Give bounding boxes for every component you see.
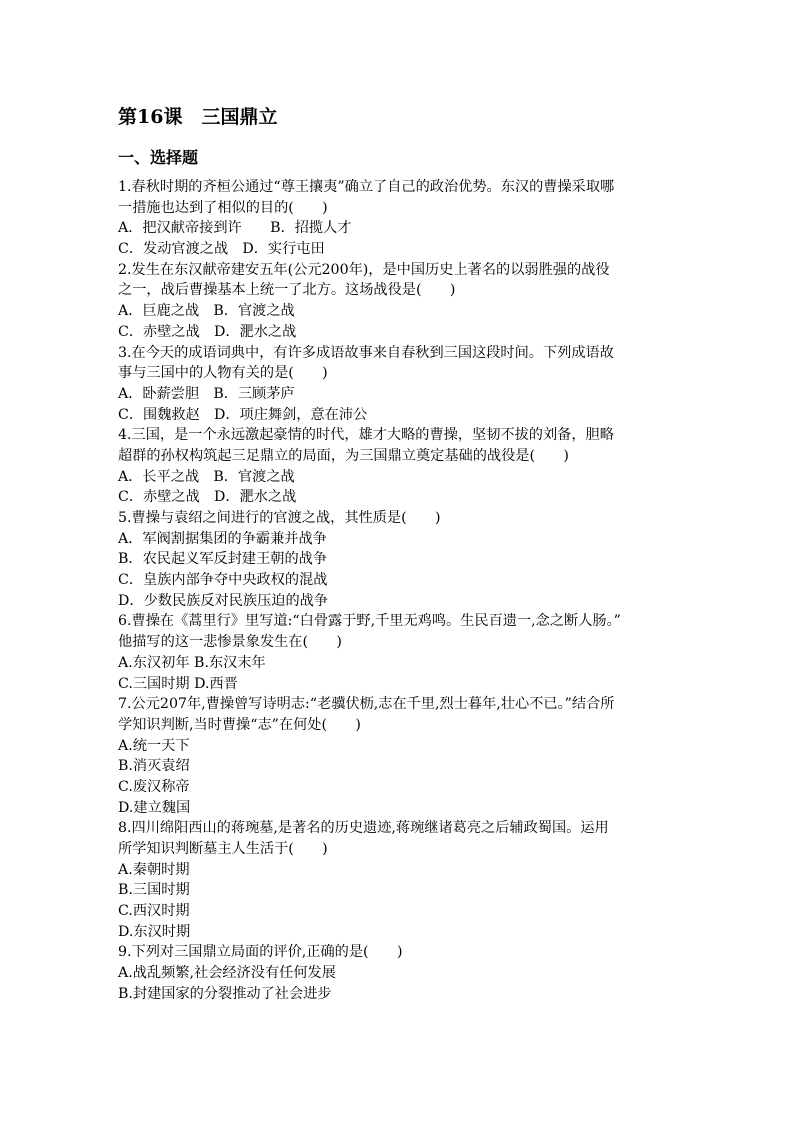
text-line: A.东汉初年 B.东汉末年 bbox=[118, 654, 266, 671]
text-line: A.秦朝时期 bbox=[118, 861, 190, 878]
text-line: B.封建国家的分裂推动了社会进步 bbox=[118, 985, 332, 1002]
text-line: A．把汉献帝接到许 B．招揽人才 bbox=[118, 220, 352, 237]
text-line: B．农民起义军反封建王朝的战争 bbox=[118, 551, 328, 568]
text-line: A．卧薪尝胆 B．三顾茅庐 bbox=[118, 385, 295, 402]
text-line: 超群的孙权构筑起三足鼎立的局面，为三国鼎立奠定基础的战役是( ) bbox=[118, 447, 569, 464]
question-body bbox=[118, 177, 693, 1005]
text-line: 所学知识判断墓主人生活于( ) bbox=[118, 841, 328, 857]
text-line: 3.在今天的成语词典中，有许多成语故事来自春秋到三国这段时间。下列成语故 bbox=[118, 344, 614, 361]
text-line: D.东汉时期 bbox=[118, 923, 191, 940]
text-line: C.废汉称帝 bbox=[118, 778, 190, 795]
text-line: 他描写的这一悲惨景象发生在( ) bbox=[118, 634, 342, 651]
text-line: A．长平之战 B．官渡之战 bbox=[118, 468, 295, 485]
text-line: 8.四川绵阳西山的蒋琬墓,是著名的历史遗迹,蒋琬继诸葛亮之后辅政蜀国。运用 bbox=[118, 820, 609, 837]
text-line: C．赤壁之战 D．淝水之战 bbox=[118, 489, 297, 506]
text-line: B.消灭袁绍 bbox=[118, 758, 190, 775]
text-line: B.三国时期 bbox=[118, 882, 190, 899]
text-line: 之一，战后曹操基本上统一了北方。这场战役是( ) bbox=[118, 282, 456, 299]
text-line: D．少数民族反对民族压迫的战争 bbox=[118, 592, 329, 609]
text-line: 学知识判断,当时曹操“志”在何处( ) bbox=[118, 716, 361, 733]
text-line: 2.发生在东汉献帝建安五年(公元200年)，是中国历史上著名的以弱胜强的战役 bbox=[118, 261, 610, 278]
text-line: 一措施也达到了相似的目的( ) bbox=[118, 199, 328, 216]
text-line: A.战乱频繁,社会经济没有任何发展 bbox=[118, 965, 336, 982]
text-line: C．发动官渡之战 D．实行屯田 bbox=[118, 241, 325, 258]
text-line: 9.下列对三国鼎立局面的评价,正确的是( ) bbox=[118, 944, 403, 961]
section-heading: 一、选择题 bbox=[118, 148, 199, 167]
text-line: C．围魏救赵 D．项庄舞剑，意在沛公 bbox=[118, 406, 368, 423]
text-line: 5.曹操与袁绍之间进行的官渡之战，其性质是( ) bbox=[118, 510, 441, 526]
text-line: A.统一天下 bbox=[118, 737, 190, 754]
lesson-title: 第16课 三国鼎立 bbox=[118, 106, 278, 128]
text-line: A．军阀割据集团的争霸兼并战争 bbox=[118, 530, 327, 547]
text-line: A．巨鹿之战 B．官渡之战 bbox=[118, 303, 295, 320]
text-line: D.建立魏国 bbox=[118, 799, 191, 816]
text-line: 4.三国，是一个永远激起豪情的时代，雄才大略的曹操，坚韧不拔的刘备，胆略 bbox=[118, 427, 614, 444]
text-line: 1.春秋时期的齐桓公通过“尊王攘夷”确立了自己的政治优势。东汉的曹操采取哪 bbox=[118, 179, 615, 195]
text-line: C.西汉时期 bbox=[118, 903, 190, 920]
text-line: 7.公元207年,曹操曾写诗明志:“老骥伏枥,志在千里,烈士暮年,壮心不已。”结合所 bbox=[118, 696, 615, 713]
text-line: 6.曹操在《蒿里行》里写道:“白骨露于野,千里无鸡鸣。生民百遗一,念之断人肠。” bbox=[118, 613, 621, 630]
text-line: C.三国时期 D.西晋 bbox=[118, 675, 238, 692]
text-line: 事与三国中的人物有关的是( ) bbox=[118, 365, 328, 382]
text-line: C．皇族内部争夺中央政权的混战 bbox=[118, 572, 328, 589]
text-line: C．赤壁之战 D．淝水之战 bbox=[118, 323, 297, 340]
